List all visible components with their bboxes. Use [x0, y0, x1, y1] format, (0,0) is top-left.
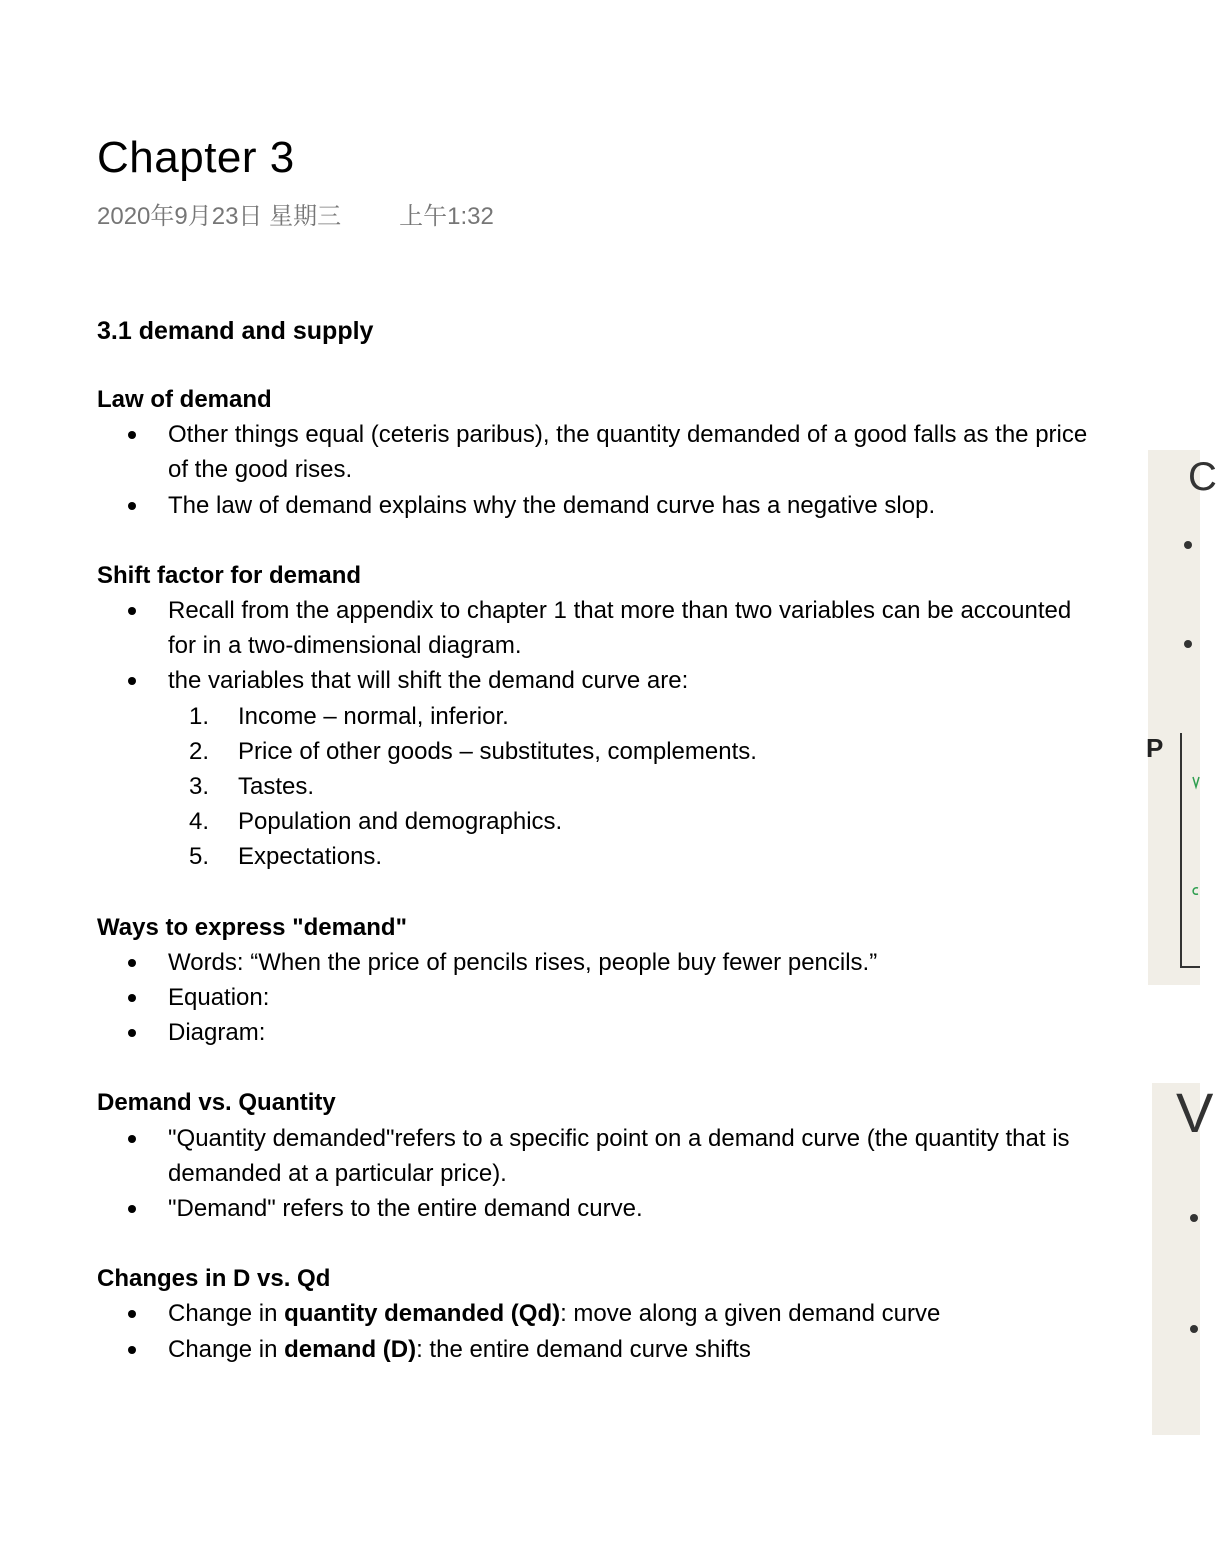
note-body	[97, 312, 1097, 1402]
axis-label-p: P	[1146, 733, 1164, 763]
item-bold-term: quantity demanded (Qd)	[284, 1300, 561, 1328]
demand-vs-quantity-list	[97, 1121, 1097, 1227]
list-item: The law of demand explains why the demand curve has a negative slop.	[97, 488, 1098, 523]
item-text: Population and demographics.	[238, 808, 563, 836]
item-number: 5.	[189, 843, 210, 871]
demand-vs-quantity-section	[97, 1085, 1097, 1226]
item-prefix: Change in	[168, 1300, 285, 1328]
item-prefix: Change in	[168, 1335, 285, 1363]
handwritten-mark	[1190, 884, 1200, 898]
section-heading: 3.1 demand and supply	[97, 317, 374, 345]
list-item: Diagram:	[97, 1015, 1098, 1050]
item-text: Tastes.	[238, 773, 315, 801]
item-text: Price of other goods – substitutes, complements.	[238, 737, 757, 765]
handwritten-mark	[1192, 775, 1200, 791]
numbered-item	[97, 734, 1097, 769]
shift-factor-heading: Shift factor for demand	[97, 561, 362, 589]
embedded-slide-image	[1148, 450, 1200, 985]
law-of-demand-list	[97, 417, 1097, 523]
graph-y-axis	[1180, 733, 1182, 968]
numbered-item	[97, 699, 1097, 734]
list-item: Recall from the appendix to chapter 1 that more than two variables can be accounted for in a two-dimensional diagram.	[97, 593, 1098, 663]
item-number: 3.	[189, 773, 210, 801]
numbered-item	[97, 839, 1097, 874]
list-item: Words: “When the price of pencils rises, people buy fewer pencils.”	[97, 945, 1098, 980]
slide-bullet	[1184, 541, 1192, 549]
list-item: the variables that will shift the demand curve are:	[97, 663, 1098, 698]
item-text: Income – normal, inferior.	[238, 702, 509, 730]
list-item	[97, 1332, 1098, 1367]
page-meta	[97, 201, 494, 233]
ways-to-express-section	[97, 910, 1097, 1051]
item-suffix: : the entire demand curve shifts	[416, 1335, 751, 1363]
demand-vs-quantity-heading: Demand vs. Quantity	[97, 1089, 336, 1117]
law-of-demand-heading: Law of demand	[97, 386, 272, 413]
changes-section	[97, 1261, 1097, 1367]
slide-bullet	[1184, 640, 1192, 648]
graph-x-axis	[1180, 966, 1200, 968]
slide-bullet	[1190, 1325, 1198, 1333]
law-of-demand-section	[97, 382, 1097, 523]
item-bold-term: demand (D)	[284, 1335, 417, 1363]
shift-factor-section	[97, 558, 1097, 875]
shift-factor-list	[97, 593, 1097, 699]
ways-to-express-heading: Ways to express "demand"	[97, 913, 407, 941]
ways-to-express-list	[97, 945, 1097, 1051]
item-number: 1.	[189, 702, 210, 730]
item-text: Expectations.	[238, 843, 383, 871]
item-suffix: : move along a given demand curve	[560, 1300, 941, 1328]
changes-list	[97, 1296, 1097, 1366]
numbered-item	[97, 804, 1097, 839]
slide-bullet	[1190, 1214, 1198, 1222]
item-number: 2.	[189, 737, 210, 765]
list-item	[97, 1296, 1098, 1331]
changes-heading: Changes in D vs. Qd	[97, 1265, 331, 1293]
item-number: 4.	[189, 808, 210, 836]
slide-heading-fragment: C	[1188, 455, 1217, 499]
list-item: "Quantity demanded"refers to a specific point on a demand curve (the quantity that is demanded at a particular price).	[97, 1121, 1098, 1191]
slide-heading-fragment: V	[1176, 1081, 1214, 1144]
shift-variables-list	[97, 699, 1097, 875]
page-time: 上午1:32	[399, 203, 494, 230]
page-date: 2020年9月23日 星期三	[97, 203, 342, 230]
list-item: Other things equal (ceteris paribus), the quantity demanded of a good falls as the price of the good rises.	[97, 417, 1098, 487]
page-title: Chapter 3	[97, 133, 295, 182]
numbered-item	[97, 769, 1097, 804]
list-item: Equation:	[97, 980, 1098, 1015]
list-item: "Demand" refers to the entire demand curve.	[97, 1191, 1098, 1226]
